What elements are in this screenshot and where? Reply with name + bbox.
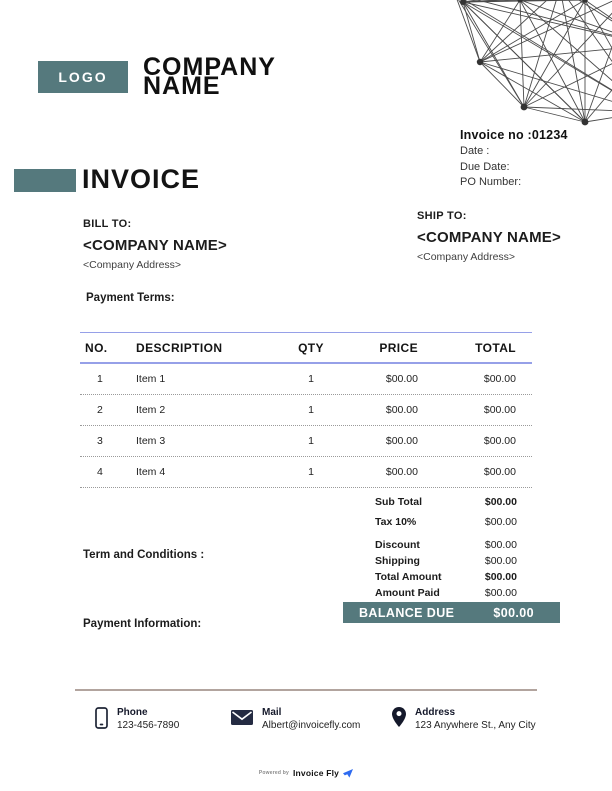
balance-due-value: $00.00	[493, 605, 534, 620]
totals-summary	[343, 492, 560, 601]
discount-row	[343, 538, 560, 553]
cell-no: 4	[97, 466, 103, 478]
shipping-label: Shipping	[375, 555, 420, 567]
amount-paid-value: $00.00	[484, 587, 517, 599]
terms-and-conditions-label: Term and Conditions :	[83, 549, 205, 561]
logo-text: LOGO	[58, 69, 108, 85]
cell-description: Item 1	[136, 373, 166, 385]
col-header-no: NO.	[85, 340, 108, 355]
mail-label: Mail	[262, 707, 282, 718]
contact-address	[392, 707, 536, 732]
due-date-label: Due Date:	[460, 160, 510, 173]
payment-terms-label: Payment Terms:	[86, 292, 175, 304]
cell-qty: 1	[308, 466, 314, 478]
page-title: INVOICE	[82, 164, 201, 194]
phone-label: Phone	[117, 707, 148, 718]
cell-no: 1	[97, 373, 103, 385]
phone-icon	[95, 707, 108, 734]
wireframe-globe-decoration	[420, 0, 612, 133]
ship-to-heading: SHIP TO:	[417, 210, 467, 222]
cell-description: Item 4	[136, 466, 166, 478]
discount-value: $00.00	[484, 539, 517, 551]
cell-no: 2	[97, 404, 103, 416]
items-table-header	[80, 332, 532, 364]
total-amount-row	[343, 570, 560, 585]
table-row	[80, 364, 532, 395]
balance-due-banner	[343, 602, 560, 623]
footer-divider	[75, 689, 537, 691]
col-header-qty: QTY	[298, 340, 324, 355]
total-amount-label: Total Amount	[375, 571, 442, 583]
phone-value: 123-456-7890	[117, 720, 180, 731]
cell-description: Item 2	[136, 404, 166, 416]
tax-row	[343, 515, 560, 530]
balance-due-label: BALANCE DUE	[359, 605, 455, 620]
cell-qty: 1	[308, 404, 314, 416]
cell-price: $00.00	[385, 435, 418, 447]
powered-by-text: Powered by	[258, 770, 289, 776]
contact-phone	[95, 707, 179, 734]
invoice-number	[460, 129, 568, 142]
col-header-description: DESCRIPTION	[136, 340, 223, 355]
discount-label: Discount	[375, 539, 420, 551]
logo-placeholder	[38, 61, 128, 93]
cell-total: $00.00	[483, 435, 516, 447]
bill-to-block	[83, 218, 227, 271]
table-row	[80, 426, 532, 457]
tax-value: $00.00	[484, 516, 517, 528]
cell-total: $00.00	[483, 404, 516, 416]
table-row	[80, 395, 532, 426]
bill-to-company: <COMPANY NAME>	[83, 237, 227, 254]
mail-value: Albert@invoicefly.com	[262, 720, 361, 731]
invoice-number-value: 01234	[531, 128, 568, 142]
company-name: COMPANY NAME	[143, 53, 276, 100]
address-label: Address	[415, 707, 456, 718]
amount-paid-label: Amount Paid	[375, 587, 440, 599]
subtotal-label: Sub Total	[375, 496, 423, 508]
cell-price: $00.00	[385, 404, 418, 416]
contact-mail	[231, 707, 360, 731]
bill-to-address: <Company Address>	[83, 259, 182, 271]
powered-by-branding	[0, 768, 612, 778]
table-row	[80, 457, 532, 488]
cell-total: $00.00	[483, 373, 516, 385]
mail-icon	[231, 710, 253, 730]
po-number-label: PO Number:	[460, 176, 522, 188]
ship-to-address: <Company Address>	[417, 251, 516, 263]
shipping-row	[343, 554, 560, 569]
invoice-number-label: Invoice no :	[460, 128, 532, 142]
items-table	[80, 332, 532, 488]
shipping-value: $00.00	[484, 555, 517, 567]
bill-to-heading: BILL TO:	[83, 218, 132, 230]
subtotal-value: $00.00	[484, 496, 517, 508]
cell-qty: 1	[308, 435, 314, 447]
total-amount-value: $00.00	[484, 571, 517, 583]
subtotal-row	[343, 495, 560, 510]
cell-price: $00.00	[385, 373, 418, 385]
cell-no: 3	[97, 435, 103, 447]
location-pin-icon	[392, 707, 406, 732]
paper-plane-icon	[343, 769, 353, 778]
col-header-price: PRICE	[379, 340, 418, 355]
cell-description: Item 3	[136, 435, 166, 447]
address-value: 123 Anywhere St., Any City	[415, 720, 536, 731]
cell-total: $00.00	[483, 466, 516, 478]
amount-paid-row	[343, 586, 560, 601]
cell-price: $00.00	[385, 466, 418, 478]
cell-qty: 1	[308, 373, 314, 385]
col-header-total: TOTAL	[475, 340, 516, 355]
invoicefly-brand-text: Invoice Fly	[292, 768, 340, 778]
title-accent-bar	[14, 169, 76, 192]
ship-to-company: <COMPANY NAME>	[417, 229, 561, 246]
payment-information-label: Payment Information:	[83, 618, 202, 630]
tax-label: Tax 10%	[375, 516, 417, 528]
invoice-meta	[460, 129, 568, 193]
ship-to-block	[417, 210, 561, 263]
date-label: Date :	[460, 145, 490, 157]
